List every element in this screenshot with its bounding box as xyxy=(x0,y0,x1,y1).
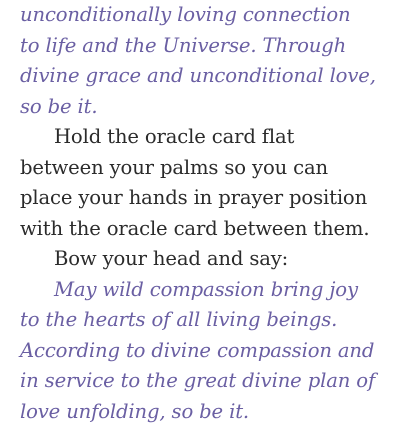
blessing-line: in service to the great divine plan of xyxy=(20,366,395,397)
card-instruction xyxy=(20,122,395,244)
instruction-line: Hold the oracle card flat xyxy=(20,122,395,153)
bow-instruction: Bow your head and say: xyxy=(20,244,395,275)
prayer-line: so be it. xyxy=(20,92,395,123)
book-page xyxy=(20,0,395,427)
instruction-line: with the oracle card between them. xyxy=(20,214,395,245)
prayer-line: to life and the Universe. Through xyxy=(20,31,395,62)
blessing-line: to the hearts of all living beings. xyxy=(20,305,395,336)
blessing-prayer xyxy=(20,275,395,427)
instruction-line: between your palms so you can xyxy=(20,153,395,184)
blessing-line: According to divine compassion and xyxy=(20,336,395,367)
prayer-line: divine grace and unconditional love, xyxy=(20,61,395,92)
prayer-ending xyxy=(20,0,395,122)
blessing-line: May wild compassion bring joy xyxy=(20,275,395,306)
prayer-line: unconditionally loving connection xyxy=(20,0,395,31)
instruction-line: place your hands in prayer position xyxy=(20,183,395,214)
blessing-line: love unfolding, so be it. xyxy=(20,397,395,427)
